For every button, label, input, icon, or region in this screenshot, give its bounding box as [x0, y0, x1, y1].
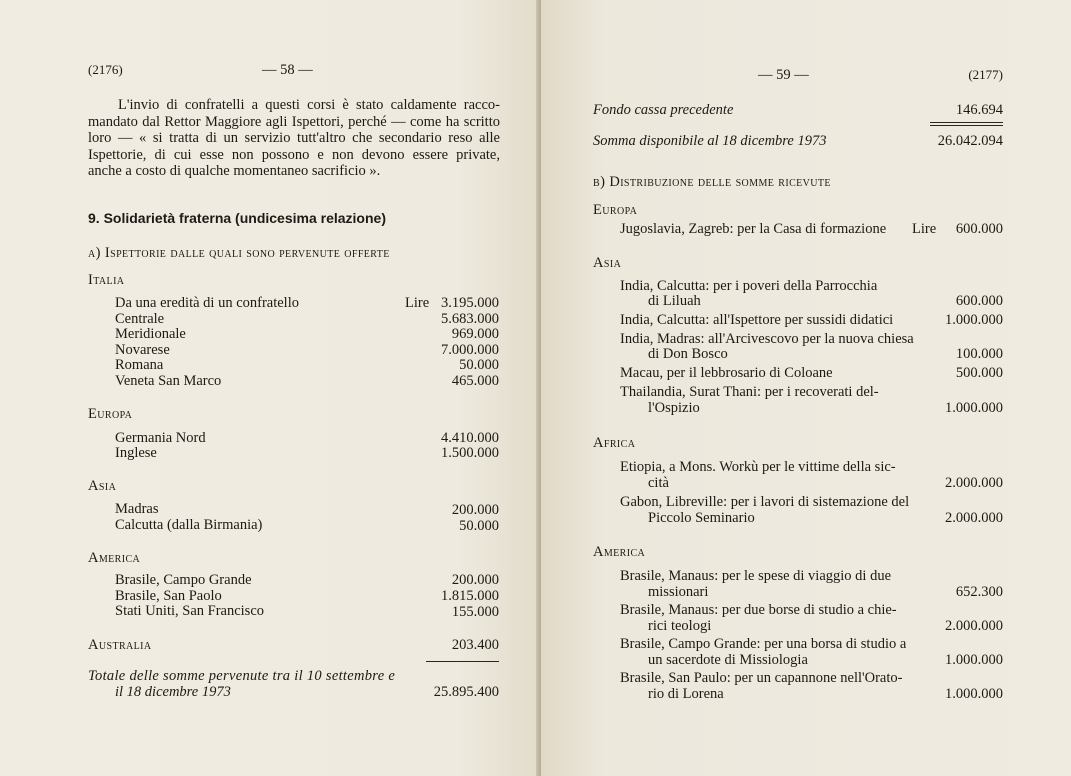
africa-heading: Africa [593, 435, 636, 451]
italia-row-amount: 7.000.000 [441, 342, 499, 358]
asia-row-desc: India, Calcutta: per i poveri della Parrocchia [620, 278, 878, 294]
intro-line: L'invio di confratelli a questi corsi è stato caldamente racco- [118, 97, 500, 113]
asia-row-desc: Macau, per il lebbrosario di Coloane [620, 365, 833, 381]
left-page-number: — 58 — [262, 62, 313, 78]
right-page-number: — 59 — [758, 67, 809, 83]
asia-row-desc: di Don Bosco [648, 346, 728, 362]
america-heading: America [88, 550, 141, 566]
america-row-name: Stati Uniti, San Francisco [115, 603, 265, 619]
asia-row-amount: 600.000 [955, 293, 1003, 309]
section-title: 9. Solidarietà fraterna (undicesima relazione) [88, 210, 386, 226]
america-row-name: Brasile, San Paolo [115, 588, 222, 604]
asia-row-desc: di Liluah [648, 293, 701, 309]
asia-heading: Asia [593, 255, 622, 271]
america-row-desc: un sacerdote di Missiologia [648, 652, 808, 668]
right-folio: (2177) [968, 67, 1003, 82]
somma-rule-top [930, 122, 1003, 123]
italia-row-name: Meridionale [115, 326, 186, 342]
africa-row-desc: cità [648, 475, 669, 491]
intro-line: loro — « si tratta di un servizio tutt'altro che secondario reso alle [88, 130, 500, 146]
africa-row-desc: Piccolo Seminario [648, 510, 755, 526]
asia-row-amount: 100.000 [955, 346, 1003, 362]
america-row-amount: 1.815.000 [441, 588, 499, 604]
italia-row-amount: 5.683.000 [441, 311, 499, 327]
right-page [541, 0, 1071, 776]
america-row-desc: Brasile, Manaus: per due borse di studio a chie- [620, 602, 897, 618]
italia-row-name: Romana [115, 357, 164, 373]
america-row-amount: 1.000.000 [945, 652, 1003, 668]
europa-row-amount: 4.410.000 [441, 430, 499, 446]
america-row-amount: 2.000.000 [945, 618, 1003, 634]
america-row-amount: 652.300 [955, 584, 1003, 600]
asia-row-desc: l'Ospizio [648, 400, 700, 416]
asia-heading: Asia [88, 478, 117, 494]
america-row-name: Brasile, Campo Grande [115, 572, 252, 588]
europa-row-name: Germania Nord [115, 430, 206, 446]
italia-row-amount: 3.195.000 [441, 295, 499, 311]
asia-row-name: Calcutta (dalla Birmania) [115, 517, 263, 533]
asia-row-amount: 1.000.000 [945, 312, 1003, 328]
asia-row-desc: Thailandia, Surat Thani: per i recoverati del- [620, 384, 879, 400]
intro-paragraph [88, 97, 500, 180]
somma-rule-bottom [930, 125, 1003, 126]
currency-label: Lire [912, 221, 937, 237]
australia-amount: 203.400 [451, 637, 499, 653]
somma-label: Somma disponibile al 18 dicembre 1973 [593, 133, 827, 149]
subsection-a-heading: a) Ispettorie dalle quali sono pervenute offerte [88, 245, 390, 261]
asia-row-name: Madras [115, 501, 159, 517]
america-row-amount: 155.000 [451, 604, 499, 620]
america-row-desc: Brasile, Manaus: per le spese di viaggio di due [620, 568, 892, 584]
italia-row-amount: 465.000 [451, 373, 499, 389]
fondo-label: Fondo cassa precedente [593, 102, 734, 118]
america-heading: America [593, 544, 646, 560]
america-row-desc: rici teologi [648, 618, 712, 634]
africa-row-desc: Gabon, Libreville: per i lavori di sistemazione del [620, 494, 910, 510]
america-row-amount: 200.000 [451, 572, 499, 588]
italia-row-amount: 50.000 [459, 357, 499, 373]
total-rule [426, 661, 499, 662]
left-folio: (2176) [88, 62, 123, 77]
intro-line: Ispettorie, di cui esse non possono e non devono essere private, [88, 146, 500, 163]
africa-row-amount: 2.000.000 [945, 510, 1003, 526]
africa-row-amount: 2.000.000 [945, 475, 1003, 491]
italia-row-amount: 969.000 [451, 326, 499, 342]
subsection-b-heading: b) Distribuzione delle somme ricevute [593, 174, 831, 190]
asia-row-amount: 1.000.000 [945, 400, 1003, 416]
asia-row-amount: 200.000 [451, 502, 499, 518]
america-row-desc: Brasile, Campo Grande: per una borsa di studio a [620, 636, 907, 652]
europa-heading: Europa [88, 406, 133, 422]
europa-row-name: Inglese [115, 445, 157, 461]
asia-row-desc: India, Calcutta: all'Ispettore per sussidi didatici [620, 312, 894, 328]
somma-amount: 26.042.094 [937, 133, 1003, 149]
australia-heading: Australia [88, 637, 152, 653]
europa-heading: Europa [593, 202, 638, 218]
italia-heading: Italia [88, 272, 125, 288]
africa-row-desc: Etiopia, a Mons. Workù per le vittime della sic- [620, 459, 896, 475]
italia-row-name: Veneta San Marco [115, 373, 222, 389]
italia-row-name: Centrale [115, 311, 165, 327]
fondo-amount: 146.694 [955, 102, 1003, 118]
italia-row-name: Da una eredità di un confratello [115, 295, 299, 311]
asia-row-amount: 50.000 [459, 518, 499, 534]
america-row-desc: rio di Lorena [648, 686, 724, 702]
intro-line: mandato dal Rettor Maggiore agli Ispettori, perché — come ha scritto [88, 113, 500, 130]
total-label-line2: il 18 dicembre 1973 [115, 684, 231, 700]
america-row-desc: missionari [648, 584, 709, 600]
italia-row-name: Novarese [115, 342, 170, 358]
asia-row-desc: India, Madras: all'Arcivescovo per la nuova chiesa [620, 331, 914, 347]
total-label-line1: Totale delle somme pervenute tra il 10 settembre e [88, 668, 396, 684]
europa-row-amount: 600.000 [955, 221, 1003, 237]
asia-row-amount: 500.000 [955, 365, 1003, 381]
america-row-amount: 1.000.000 [945, 686, 1003, 702]
america-row-desc: Brasile, San Paulo: per un capannone nell'Orato- [620, 670, 903, 686]
currency-label: Lire [405, 295, 430, 311]
europa-row-desc: Jugoslavia, Zagreb: per la Casa di formazione [620, 221, 887, 237]
intro-line: anche a costo di qualche momentaneo sacrificio ». [88, 163, 381, 179]
europa-row-amount: 1.500.000 [441, 445, 499, 461]
total-amount: 25.895.400 [433, 684, 499, 700]
